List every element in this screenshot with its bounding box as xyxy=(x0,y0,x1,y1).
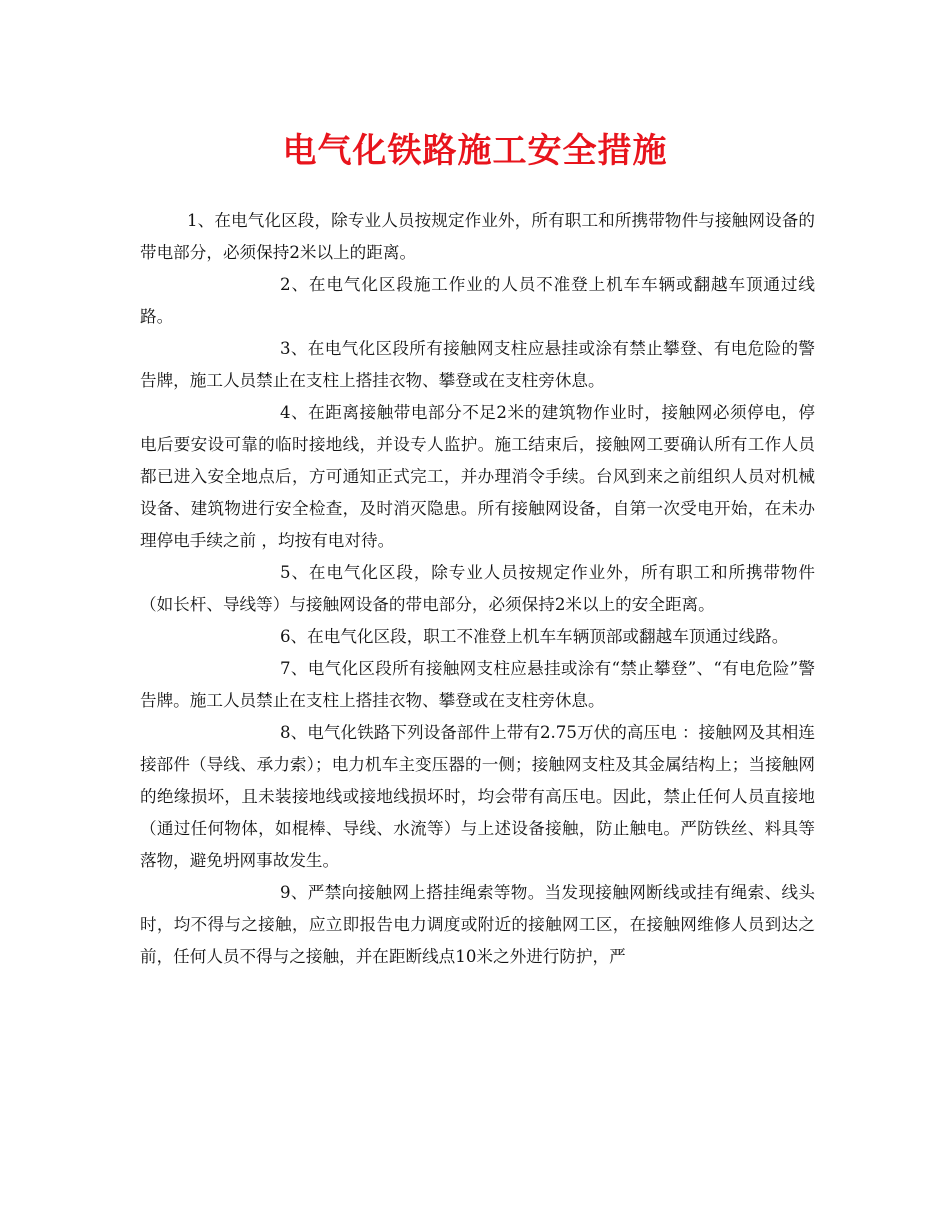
paragraph-1: 1、在电气化区段，除专业人员按规定作业外，所有职工和所携带物件与接触网设备的带电部分，必须保持2米以上的距离。 xyxy=(140,211,815,262)
paragraph-7: 7、电气化区段所有接触网支柱应悬挂或涂有“禁止攀登”、“有电危险”警告牌。施工人员禁止在支柱上搭挂衣物、攀登或在支柱旁休息。 xyxy=(140,659,815,710)
paragraph-9: 9、严禁向接触网上搭挂绳索等物。当发现接触网断线或挂有绳索、线头时，均不得与之接触，应立即报告电力调度或附近的接触网工区，在接触网维修人员到达之前，任何人员不得与之接触，并在距断线点10米之外进行防护，严 xyxy=(140,883,815,966)
paragraph-4: 4、在距离接触带电部分不足2米的建筑物作业时，接触网必须停电，停电后要安设可靠的临时接地线，并设专人监护。施工结束后，接触网工要确认所有工作人员都已进入安全地点后，方可通知正式完工，并办理消令手续。台风到来之前组织人员对机械设备、建筑物进行安全检查，及时消灭隐患。所有接触网设备，自第一次受电开始，在未办理停电手续之前 ，均按有电对待。 xyxy=(140,403,815,550)
paragraph-2: 2、在电气化区段施工作业的人员不准登上机车车辆或翻越车顶通过线路。 xyxy=(140,275,815,326)
paragraph-8: 8、电气化铁路下列设备部件上带有2.75万伏的高压电 ：接触网及其相连接部件（导线、承力索）；电力机车主变压器的一侧；接触网支柱及其金属结构上；当接触网的绝缘损坏，且未装接地线或接地线损坏时，均会带有高压电。因此，禁止任何人员直接地（通过任何物体，如棍棒、导线、水流等）与上述设备接触，防止触电。严防铁丝、料具等落物，避免坍网事故发生。 xyxy=(140,723,815,870)
paragraph-5: 5、在电气化区段，除专业人员按规定作业外，所有职工和所携带物件（如长杆、导线等）与接触网设备的带电部分，必须保持2米以上的安全距离。 xyxy=(140,563,815,614)
document-title: 电气化铁路施工安全措施 xyxy=(282,131,668,171)
paragraph-3: 3、在电气化区段所有接触网支柱应悬挂或涂有禁止攀登、有电危险的警告牌，施工人员禁止在支柱上搭挂衣物、攀登或在支柱旁休息。 xyxy=(140,339,815,390)
document-body xyxy=(140,205,815,973)
paragraph-6: 6、在电气化区段，职工不准登上机车车辆顶部或翻越车顶通过线路。 xyxy=(280,627,789,646)
